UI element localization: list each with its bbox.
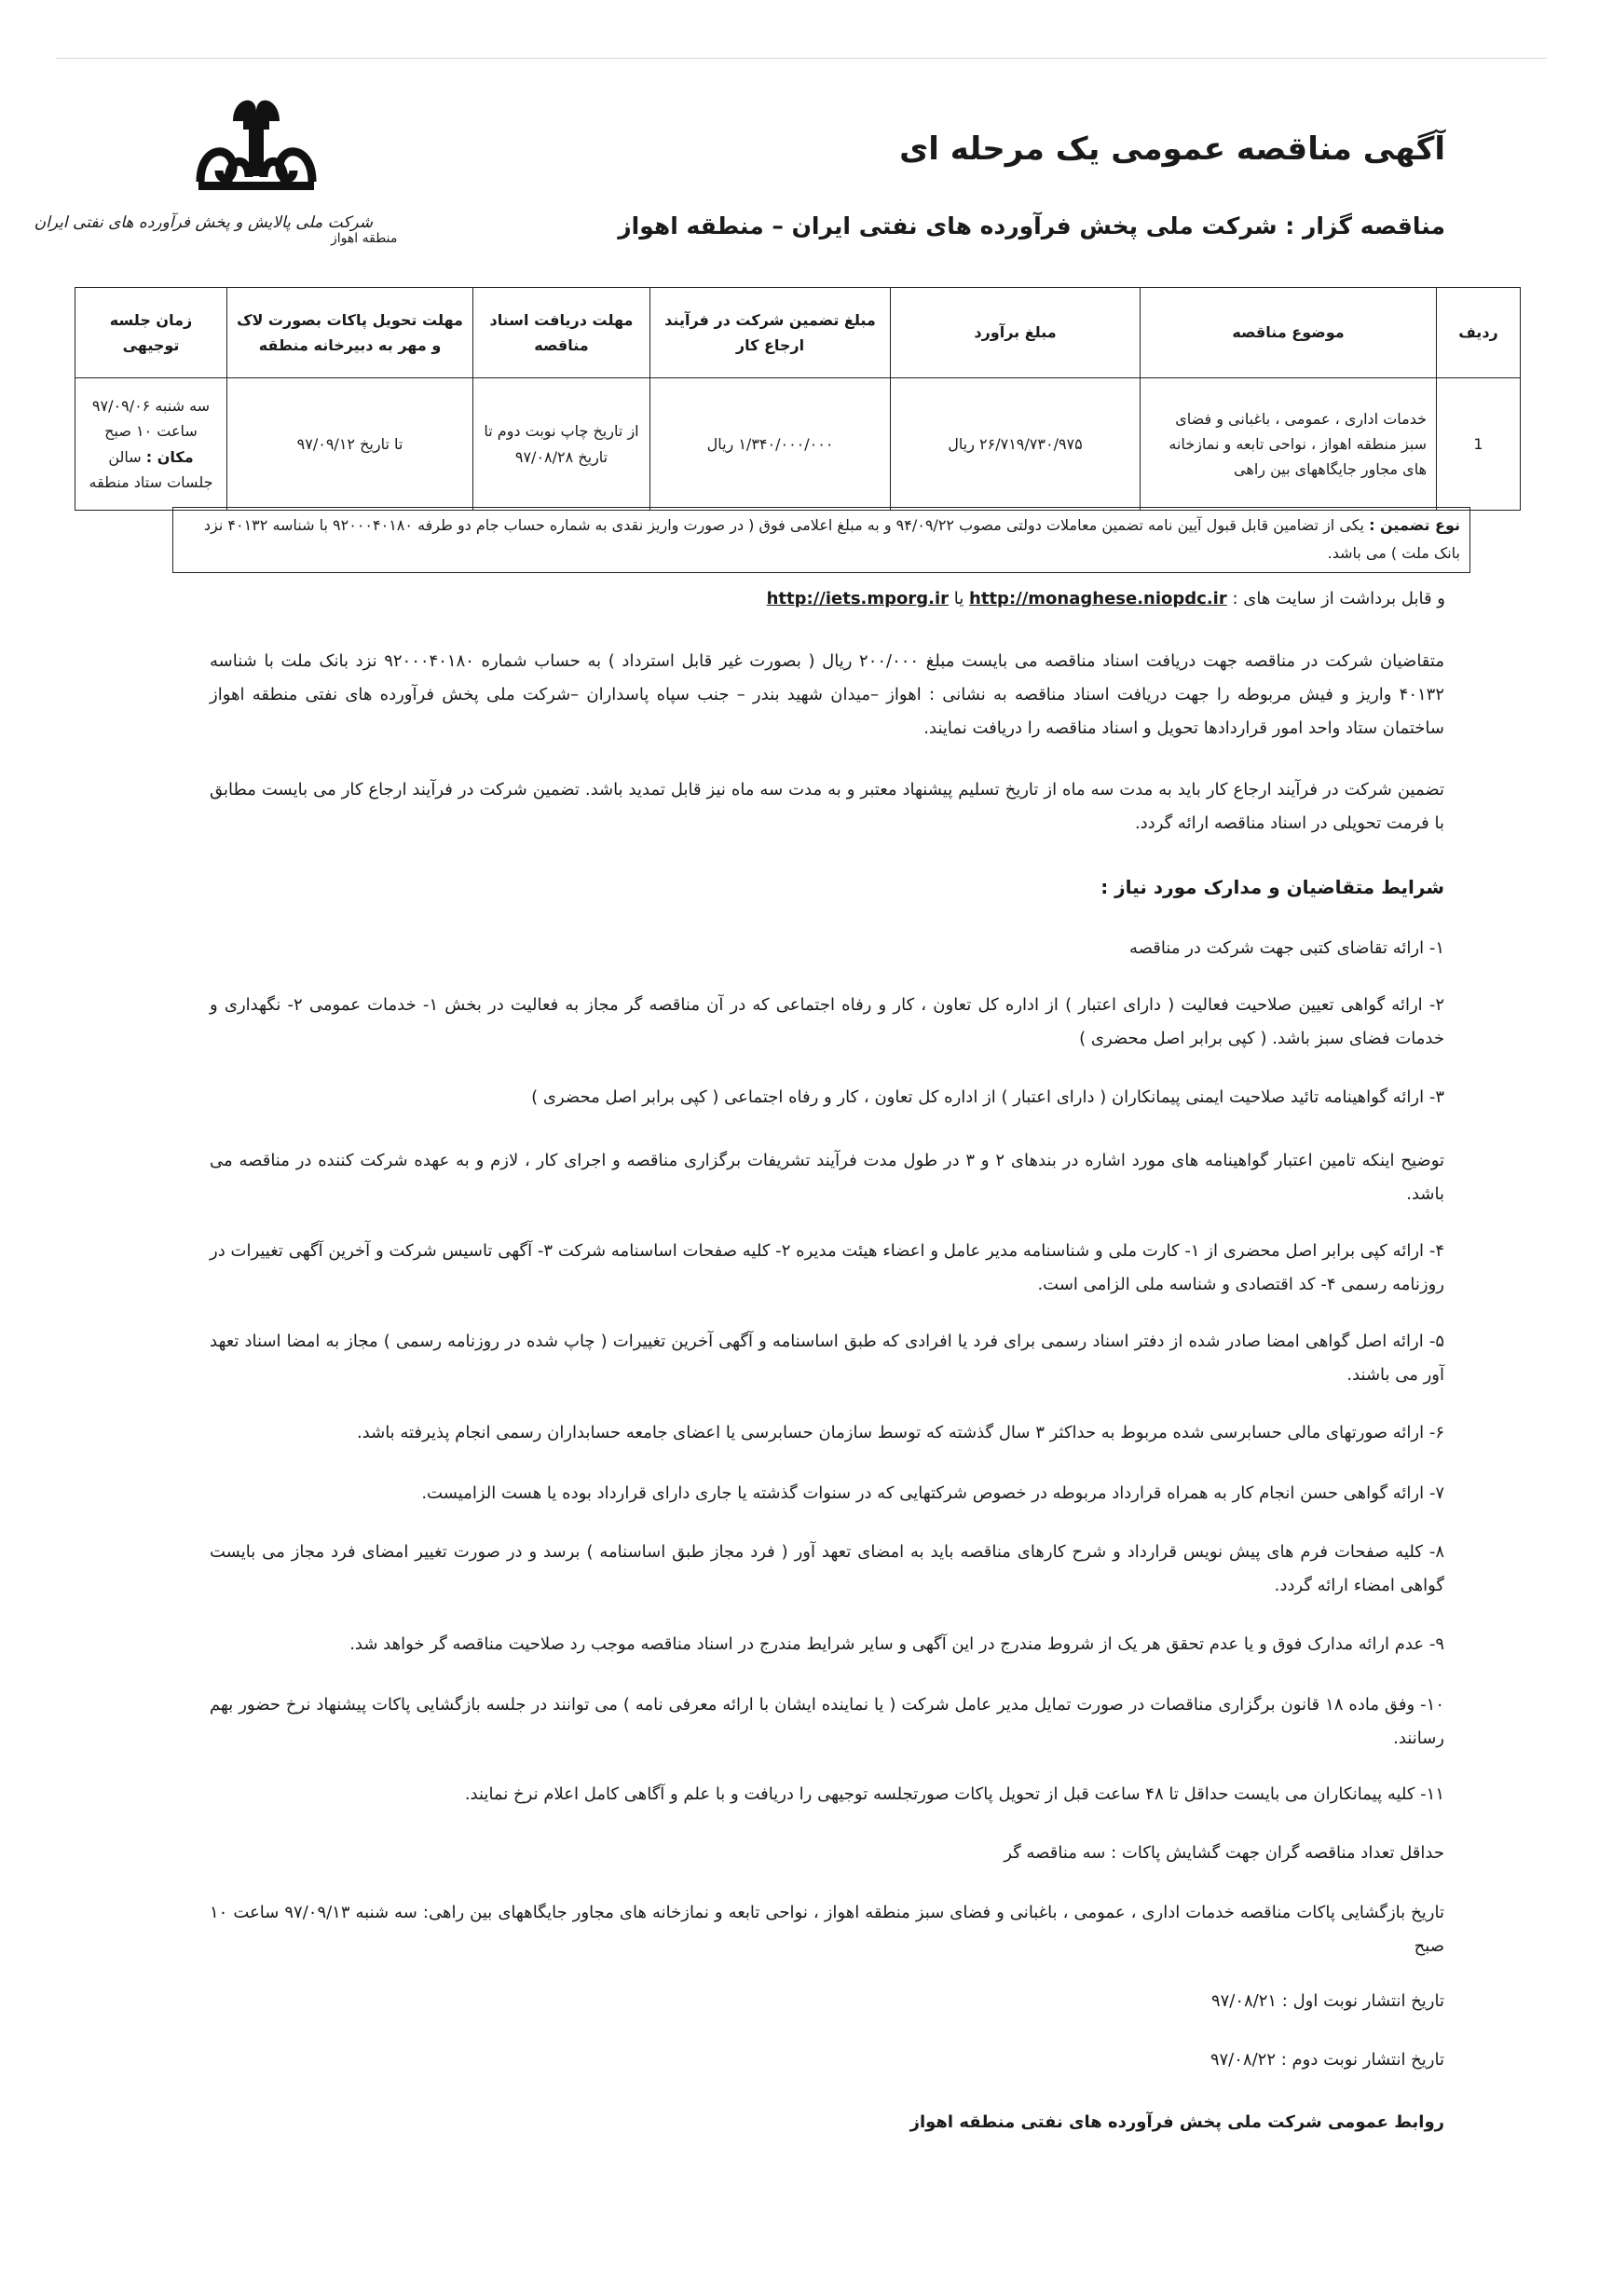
briefing-date: سه شنبه ۹۷/۰۹/۰۶ (91, 397, 211, 416)
websites-joiner: یا (953, 589, 964, 608)
download-websites (767, 589, 1445, 608)
requirement-item: ۲- ارائه گواهی تعیین صلاحیت فعالیت ( دارای اعتبار ) از اداره کل تعاون ، کار و رفاه اجتماعی که در آن مناقصه گر مجاز به فعالیت در بخش ۱- خدمات عمومی ۲- نگهداری و خدمات فضای سبز باشد. ( کپی برابر اصل محضری ) (210, 995, 1445, 1048)
requirement-item: ۱۱- کلیه پیمانکاران می بایست حداقل تا ۴۸ ساعت قبل از تحویل پاکات صورتجلسه توجیهی را دریافت و با علم و آگاهی کامل اعلام نرخ نمایند. (464, 1784, 1444, 1804)
requirement-item: ۵- ارائه اصل گواهی امضا صادر شده از دفتر اسناد رسمی برای فرد یا افرادی که طبق اساسنامه و آگهی آخرین تغییرات ( چاپ شده در روزنامه رسمی ) مجاز به امضا اسناد تعهد آور می باشند. (210, 1332, 1444, 1385)
logo-region-label: منطقه اهواز (331, 231, 398, 246)
briefing-hour: ساعت ۱۰ صبح (104, 422, 198, 441)
requirement-item: ۶- ارائه صورتهای مالی حسابرسی شده مربوط به حداکثر ۳ سال گذشته که توسط سازمان حسابرسی یا اعضای جامعه حسابداران رسمی انجام پذیرفته باشد. (356, 1423, 1444, 1442)
scan-edge-line (56, 58, 1547, 59)
first-publish-date: تاریخ انتشار نوبت اول : ۹۷/۰۸/۲۱ (1210, 1991, 1444, 2011)
purchase-paragraph: متقاضیان شرکت در مناقصه جهت دریافت اسناد مناقصه می بایست مبلغ ۲۰۰/۰۰۰ ریال ( بصورت غیر قابل استرداد ) به حساب شماره ۹۲۰۰۰۴۰۱۸۰ نزد بانک ملت با شناسه ۴۰۱۳۲ واریز و فیش مربوطه را جهت دریافت اسناد مناقصه به نشانی : اهواز –میدان شهید بندر – جنب سپاه پاسداران –شرکت ملی پخش فرآورده های نفتی منطقه اهواز ساختمان ستاد واحد امور قراردادها تحویل و اسناد مناقصه را دریافت نمایند. (210, 651, 1444, 738)
cell-row-number: 1 (1437, 378, 1521, 511)
requirements-heading: شرایط متقاضیان و مدارک مورد نیاز : (1100, 876, 1444, 898)
websites-prefix: و قابل برداشت از سایت های : (1232, 589, 1445, 608)
header-row-number: ردیف (1437, 288, 1521, 378)
briefing-place (85, 444, 217, 495)
website-link-iets[interactable]: http://iets.mporg.ir (766, 589, 950, 608)
oil-company-emblem-icon (191, 89, 321, 210)
header-subject: موضوع مناقصه (1141, 288, 1437, 378)
public-relations-signature: روابط عمومی شرکت ملی پخش فرآورده های نفتی منطقه اهواز (909, 2112, 1444, 2132)
tender-table-header-row (75, 288, 1521, 378)
header-guarantee: مبلغ تضمین شرکت در فرآیند ارجاع کار (650, 288, 891, 378)
requirement-item: ۳- ارائه گواهینامه تائید صلاحیت ایمنی پیمانکاران ( دارای اعتبار ) از اداره کل تعاون ، کار و رفاه اجتماعی ( کپی برابر اصل محضری ) (531, 1087, 1444, 1107)
briefing-place-label: مکان : (145, 447, 194, 466)
page-title: آگهی مناقصه عمومی یک مرحله ای (899, 130, 1445, 168)
guarantee-validity-paragraph: تضمین شرکت در فرآیند ارجاع کار باید به مدت سه ماه از تاریخ تسلیم پیشنهاد معتبر و به مدت سه ماه نیز قابل تمدید باشد. تضمین شرکت در فرآیند ارجاع کار می بایست مطابق با فرمت تحویلی در اسناد مناقصه ارائه گردد. (210, 780, 1444, 833)
requirement-item: ۱- ارائه تقاضای کتبی جهت شرکت در مناقصه (1129, 938, 1444, 958)
website-link-monaghese[interactable]: http://monaghese.niopdc.ir (969, 589, 1227, 608)
cell-delivery-deadline: تا تاریخ ۹۷/۰۹/۱۲ (227, 378, 473, 511)
requirement-item: ۱۰- وفق ماده ۱۸ قانون برگزاری مناقصات در صورت تمایل مدیر عامل شرکت ( یا نماینده ایشان با ارائه معرفی نامه ) می توانند در جلسه بازگشایی پاکات پیشنهاد نرخ حضور بهم رسانند. (210, 1695, 1444, 1748)
logo-company-name: شرکت ملی پالایش و پخش فرآورده های نفتی ایران (34, 213, 373, 232)
requirement-item: ۹- عدم ارائه مدارک فوق و یا عدم تحقق هر یک از شروط مندرج در این آگهی و سایر شرایط مندرج در اسناد مناقصه موجب رد صلاحیت مناقصه گر خواهد شد. (349, 1634, 1444, 1654)
cell-guarantee: ۱/۳۴۰/۰۰۰/۰۰۰ ریال (650, 378, 891, 511)
header-delivery-deadline: مهلت تحویل پاکات بصورت لاک و مهر به دبیرخانه منطقه (227, 288, 473, 378)
header-briefing-time: زمان جلسه توجیهی (75, 288, 227, 378)
min-bidders: حداقل تعداد مناقصه گران جهت گشایش پاکات : سه مناقصه گر (1004, 1843, 1444, 1863)
opening-date: تاریخ بازگشایی پاکات مناقصه خدمات اداری ، عمومی ، باغبانی و فضای سبز منطقه اهواز ، نواحی تابعه و نمازخانه های مجاور جایگاههای بین راهی: سه شنبه ۹۷/۰۹/۱۳ ساعت ۱۰ صبح (210, 1903, 1444, 1956)
guarantee-type-label: نوع تضمین : (1369, 516, 1460, 534)
requirement-item: ۷- ارائه گواهی حسن انجام کار به همراه قرارداد مربوطه در خصوص شرکتهایی که در سنوات گذشته یا جاری دارای قرارداد بوده یا هست الزامیست. (421, 1483, 1444, 1503)
requirement-note: توضیح اینکه تامین اعتبار گواهینامه های مورد اشاره در بندهای ۲ و ۳ در طول مدت فرآیند تشریفات برگزاری مناقصه و اجرای کار ، لازم و به عهده شرکت کننده در مناقصه می باشد. (210, 1151, 1445, 1204)
guarantee-type-box (172, 507, 1470, 573)
briefing-place-value: سالن جلسات ستاد منطقه (89, 447, 213, 491)
tender-organizer: مناقصه گزار : شرکت ملی پخش فرآورده های نفتی ایران – منطقه اهواز (618, 212, 1445, 239)
guarantee-type-text: یکی از تضامین قابل قبول آیین نامه تضمین معاملات دولتی مصوب ۹۴/۰۹/۲۲ و به مبلغ اعلامی فوق ( در صورت واریز نقدی به شماره حساب جام دو طرفه ۹۲۰۰۰۴۰۱۸۰ با شناسه ۴۰۱۳۲ نزد بانک ملت ) می باشد. (203, 516, 1460, 563)
cell-docs-deadline: از تاریخ چاپ نوبت دوم تا تاریخ ۹۷/۰۸/۲۸ (473, 378, 650, 511)
cell-estimate: ۲۶/۷۱۹/۷۳۰/۹۷۵ ریال (891, 378, 1141, 511)
tender-table (75, 287, 1521, 511)
table-row (75, 378, 1521, 511)
header-docs-deadline: مهلت دریافت اسناد مناقصه (473, 288, 650, 378)
cell-briefing (75, 378, 227, 511)
requirement-item: ۸- کلیه صفحات فرم های پیش نویس قرارداد و شرح کارهای مناقصه باید به امضای تعهد آور ( فرد مجاز طبق اساسنامه ) برسد و در صورت تغییر امضای فرد مجاز می بایست گواهی امضاء ارائه گردد. (210, 1542, 1444, 1595)
requirement-item: ۴- ارائه کپی برابر اصل محضری از ۱- کارت ملی و شناسنامه مدیر عامل و اعضاء هیئت مدیره ۲- کلیه صفحات اساسنامه شرکت ۳- آگهی تاسیس شرکت و آخرین آگهی تغییرات در روزنامه رسمی ۴- کد اقتصادی و شناسه ملی الزامی است. (210, 1241, 1444, 1294)
cell-subject: خدمات اداری ، عمومی ، باغبانی و فضای سبز منطقه اهواز ، نواحی تابعه و نمازخانه های مجاور جایگاههای بین راهی (1141, 378, 1437, 511)
second-publish-date: تاریخ انتشار نوبت دوم : ۹۷/۰۸/۲۲ (1210, 2050, 1444, 2070)
header-estimate: مبلغ برآورد (891, 288, 1141, 378)
